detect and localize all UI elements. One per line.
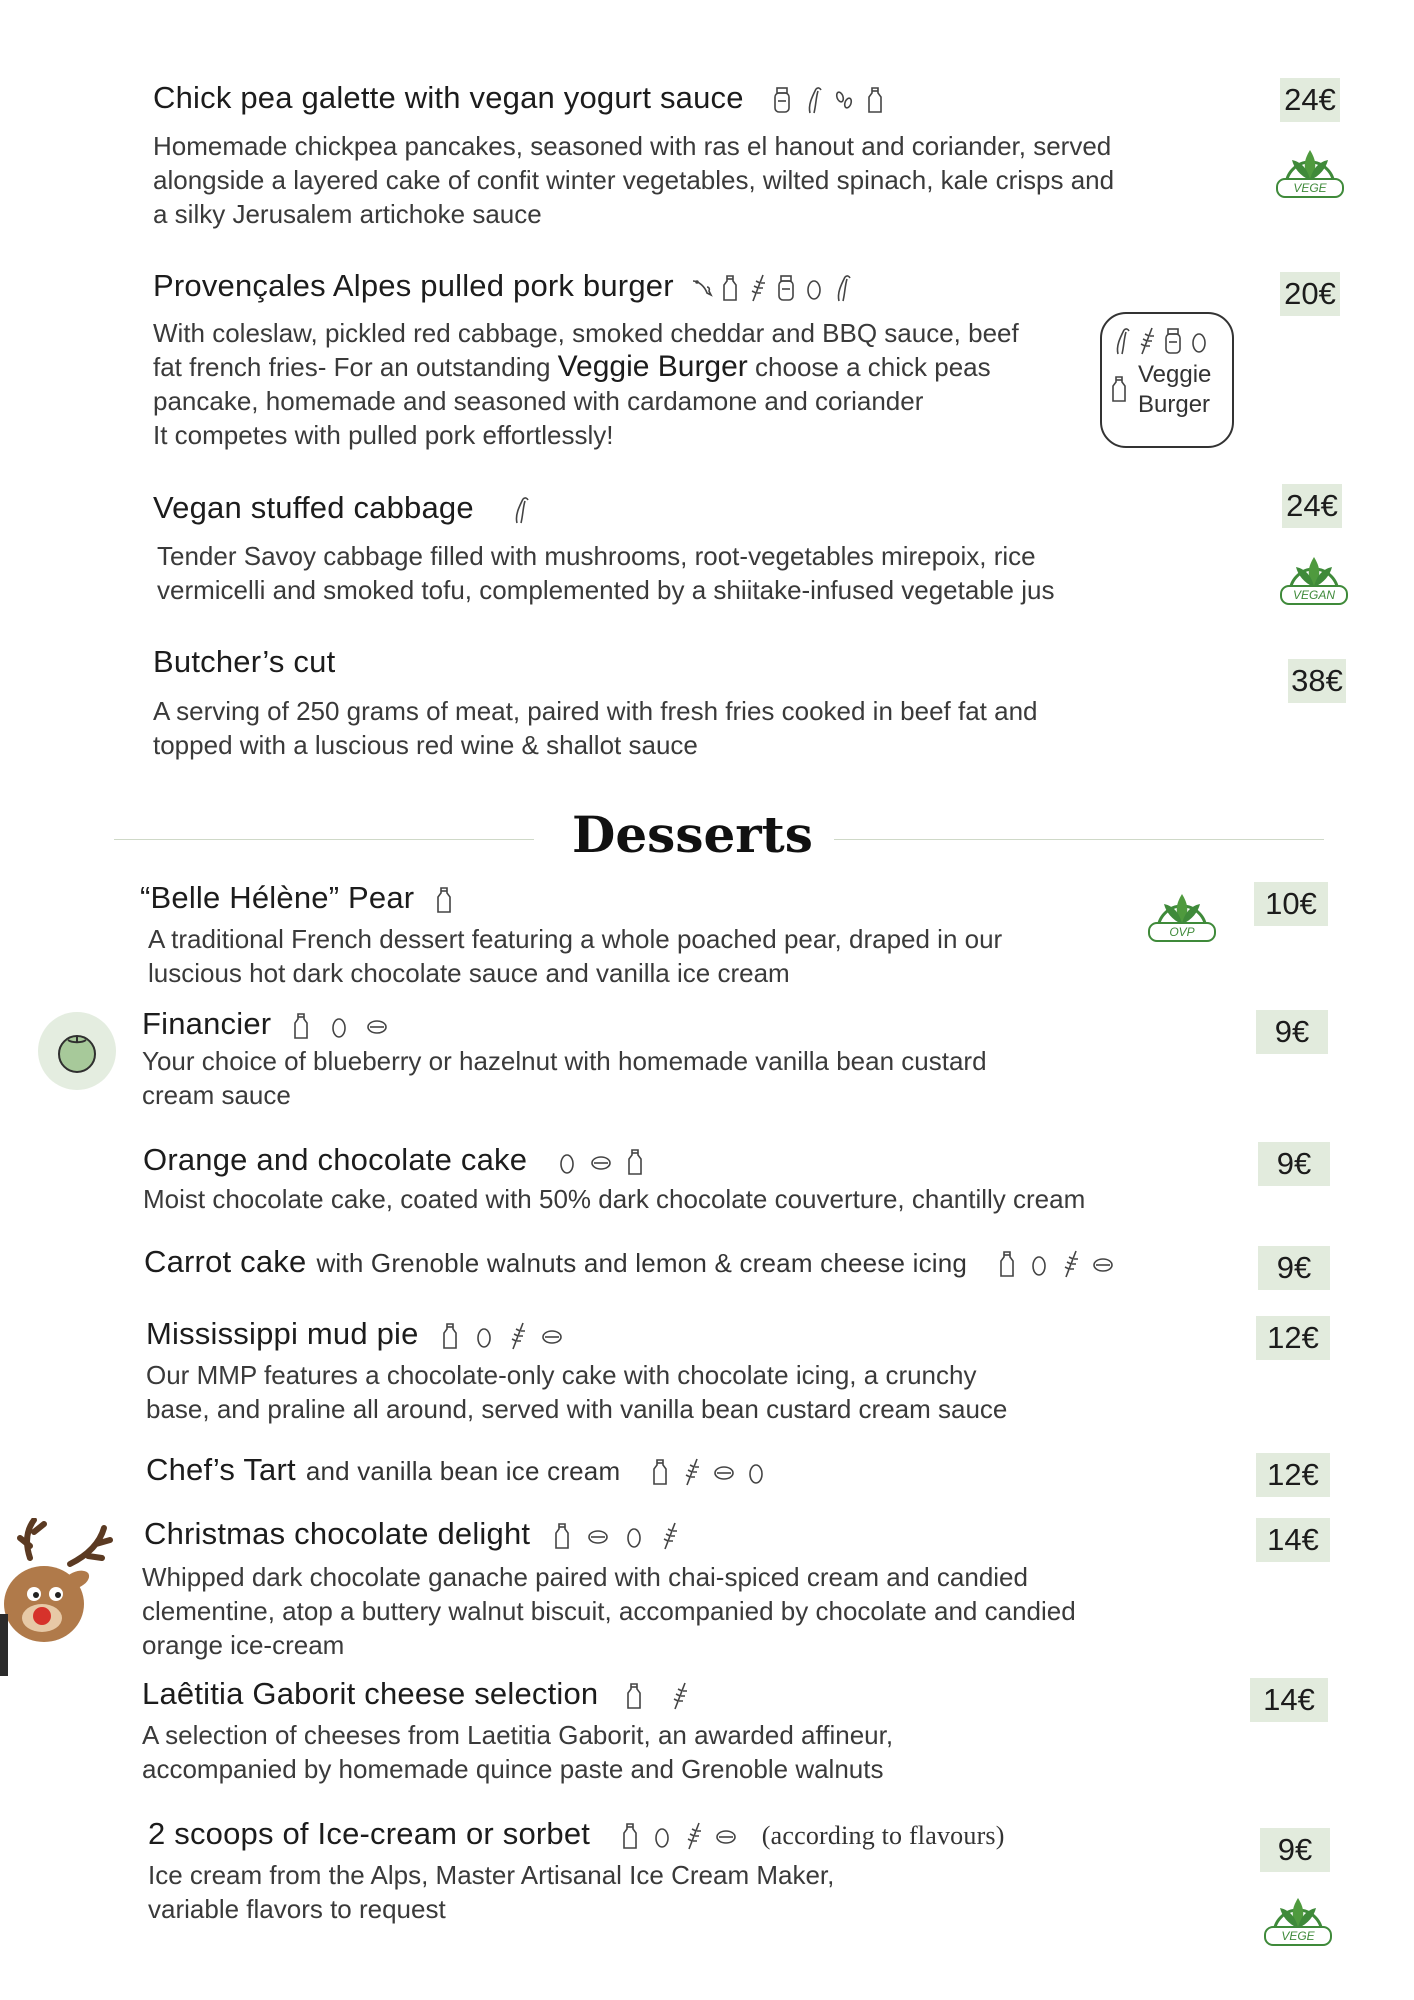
dessert-title-chefs-tart: Chef’s Tart and vanilla bean ice cream — [146, 1452, 767, 1488]
dessert-title-belle-helene: “Belle Hélène” Pear — [140, 880, 455, 916]
milk-bottle-icon — [649, 1457, 671, 1487]
allergen-icons — [996, 1249, 1114, 1279]
price-tag: 14€ — [1250, 1678, 1328, 1722]
dessert-title-christmas-chocolate-delight: Christmas chocolate delight — [144, 1516, 681, 1552]
milk-bottle-icon — [1108, 374, 1130, 404]
mustard-jar-icon — [1162, 326, 1184, 356]
dessert-description: Moist chocolate cake, coated with 50% dark chocolate couverture, chantilly cream — [143, 1184, 1086, 1214]
egg-icon — [473, 1321, 495, 1351]
fish-icon — [691, 273, 713, 303]
nut-icon — [713, 1457, 735, 1487]
nut-icon — [587, 1521, 609, 1551]
price-tag: 9€ — [1258, 1246, 1330, 1290]
egg-icon — [623, 1521, 645, 1551]
divider-right — [834, 839, 1324, 840]
reindeer-decoration — [0, 1518, 118, 1676]
veggie-burger-box — [1100, 312, 1234, 448]
vegan-badge: VEGAN — [1276, 545, 1352, 607]
milk-bottle-icon — [624, 1147, 646, 1177]
dessert-description: Our MMP features a chocolate-only cake with chocolate icing, a crunchy base, and praline all around, served with vanilla bean custard cream sauce — [146, 1360, 1008, 1424]
price-tag: 38€ — [1288, 659, 1346, 703]
dish-title-chickpea-galette: Chick pea galette with vegan yogurt sauce — [153, 80, 886, 116]
dish-title-pulled-pork-burger: Provençales Alpes pulled pork burger — [153, 268, 853, 304]
milk-bottle-icon — [864, 85, 886, 115]
price-tag: 12€ — [1256, 1316, 1330, 1360]
allergen-icons — [691, 273, 853, 303]
dessert-title-mississippi-mud-pie: Mississippi mud pie — [146, 1316, 563, 1352]
section-title-desserts: Desserts — [572, 805, 813, 864]
mustard-jar-icon — [771, 85, 793, 115]
reindeer-illustration — [0, 1518, 118, 1676]
wheat-icon — [747, 273, 769, 303]
dish-description: Homemade chickpea pancakes, seasoned with ras el hanout and coriander, served alongside a layered cake of confit winter vegetables, wilted spinach, kale crisps and a silky Jerusalem artichoke sauce — [153, 131, 1115, 229]
allergen-icons — [1110, 326, 1210, 356]
price-tag: 20€ — [1280, 272, 1340, 316]
wheat-icon — [683, 1821, 705, 1851]
price-tag: 9€ — [1260, 1828, 1330, 1872]
price-tag: 24€ — [1280, 78, 1340, 122]
ovp-badge: OVP — [1144, 882, 1220, 944]
milk-bottle-icon — [623, 1681, 645, 1711]
dessert-title-ice-cream: 2 scoops of Ice-cream or sorbet (according to flavours) — [148, 1816, 1005, 1851]
allergen-icons — [619, 1821, 737, 1851]
nut-icon — [366, 1011, 388, 1041]
allergen-icons — [439, 1321, 563, 1351]
egg-icon — [1188, 326, 1210, 356]
nut-icon — [541, 1321, 563, 1351]
wheat-icon — [1060, 1249, 1082, 1279]
wheat-icon — [669, 1681, 691, 1711]
price-tag: 9€ — [1256, 1010, 1328, 1054]
dessert-description: Your choice of blueberry or hazelnut with homemade vanilla bean custard cream sauce — [142, 1046, 987, 1110]
milk-bottle-icon — [433, 885, 455, 915]
price-tag: 24€ — [1282, 484, 1342, 528]
egg-icon — [803, 273, 825, 303]
price-tag: 14€ — [1256, 1518, 1330, 1562]
sesame-icon — [833, 85, 855, 115]
dish-description: With coleslaw, pickled red cabbage, smoked cheddar and BBQ sauce, beef fat french fries- For an outstanding Veggie Burger choose a chick peas pancake, homemade and seasoned with cardamone and coriander It competes with pulled pork effortlessly! — [153, 318, 1019, 450]
vege-badge: VEGE — [1260, 1886, 1336, 1948]
dessert-title-cheese-selection: Laêtitia Gaborit cheese selection — [142, 1676, 691, 1712]
wheat-icon — [507, 1321, 529, 1351]
veggie-box-label: Veggie Burger — [1138, 361, 1212, 418]
dish-description: Tender Savoy cabbage filled with mushrooms, root-vegetables mirepoix, rice vermicelli and smoked tofu, complemented by a shiitake-infused vegetable jus — [157, 541, 1055, 605]
dish-title-vegan-stuffed-cabbage: Vegan stuffed cabbage — [153, 490, 531, 526]
celery-icon — [509, 495, 531, 525]
nut-icon — [1092, 1249, 1114, 1279]
tomato-icon — [38, 1012, 116, 1090]
celery-icon — [802, 85, 824, 115]
celery-icon — [1110, 326, 1132, 356]
nut-icon — [715, 1821, 737, 1851]
vege-badge: VEGE — [1272, 138, 1348, 200]
wheat-icon — [681, 1457, 703, 1487]
milk-bottle-icon — [719, 273, 741, 303]
divider-left — [114, 839, 534, 840]
wheat-icon — [659, 1521, 681, 1551]
dessert-description: Whipped dark chocolate ganache paired with chai-spiced cream and candied clementine, atop a buttery walnut biscuit, accompanied by chocolate and candied orange ice-cream — [142, 1562, 1076, 1660]
dessert-title-financier: Financier — [142, 1006, 388, 1042]
veggie-burger-highlight: Veggie Burger — [557, 350, 748, 383]
allergen-icons — [290, 1011, 388, 1041]
dish-title-butchers-cut: Butcher’s cut — [153, 644, 336, 679]
price-tag: 12€ — [1256, 1453, 1330, 1497]
tomato-decoration — [38, 1012, 116, 1090]
dessert-title-carrot-cake: Carrot cake with Grenoble walnuts and lemon & cream cheese icing — [144, 1244, 1114, 1280]
allergen-icons — [623, 1681, 691, 1711]
allergen-icons — [509, 495, 531, 525]
dish-description: A serving of 250 grams of meat, paired with fresh fries cooked in beef fat and topped with a luscious red wine & shallot sauce — [153, 696, 1038, 760]
price-tag: 9€ — [1258, 1142, 1330, 1186]
milk-bottle-icon — [290, 1011, 312, 1041]
allergen-icons — [556, 1147, 646, 1177]
allergen-icons — [771, 85, 886, 115]
milk-bottle-icon — [551, 1521, 573, 1551]
milk-bottle-icon — [619, 1821, 641, 1851]
egg-icon — [556, 1147, 578, 1177]
allergen-icons — [649, 1457, 767, 1487]
mustard-jar-icon — [775, 273, 797, 303]
egg-icon — [328, 1011, 350, 1041]
dessert-description: A selection of cheeses from Laetitia Gaborit, an awarded affineur, accompanied by homemade quince paste and Grenoble walnuts — [142, 1720, 894, 1784]
price-tag: 10€ — [1254, 882, 1328, 926]
dessert-description: Ice cream from the Alps, Master Artisanal Ice Cream Maker, variable flavors to request — [148, 1860, 835, 1924]
dessert-description: A traditional French dessert featuring a whole poached pear, draped in our luscious hot dark chocolate sauce and vanilla ice cream — [148, 924, 1003, 988]
egg-icon — [1028, 1249, 1050, 1279]
wheat-icon — [1136, 326, 1158, 356]
dessert-title-orange-chocolate-cake: Orange and chocolate cake — [143, 1142, 646, 1178]
allergen-icons — [433, 885, 455, 915]
allergen-icons — [551, 1521, 681, 1551]
egg-icon — [745, 1457, 767, 1487]
egg-icon — [651, 1821, 673, 1851]
milk-bottle-icon — [439, 1321, 461, 1351]
nut-icon — [590, 1147, 612, 1177]
celery-icon — [831, 273, 853, 303]
milk-bottle-icon — [996, 1249, 1018, 1279]
flavour-note: (according to flavours) — [761, 1821, 1005, 1850]
